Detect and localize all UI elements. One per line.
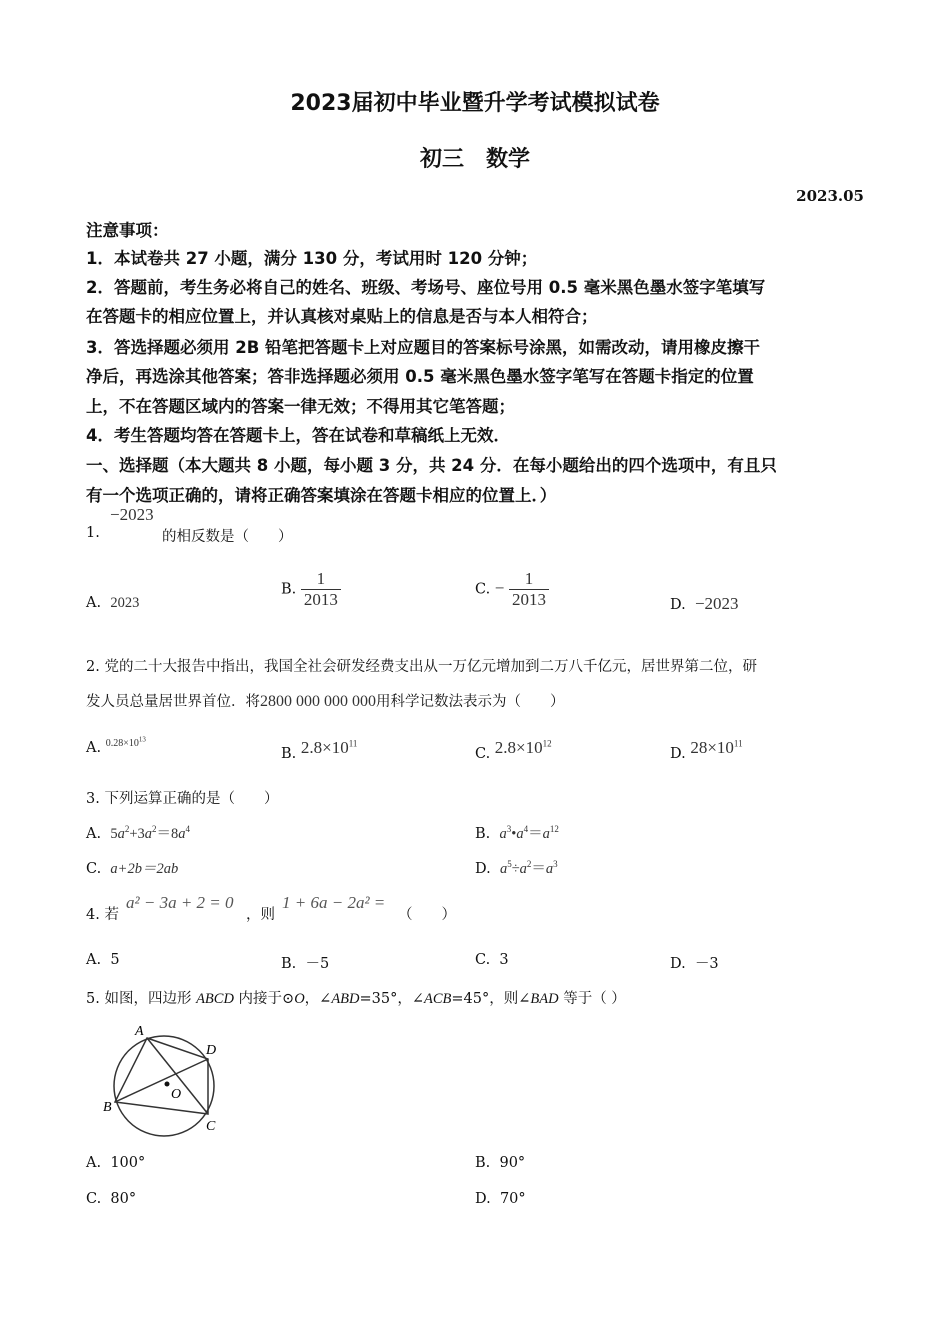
option-label: D.: [670, 746, 686, 762]
fraction: [301, 569, 341, 610]
option-expression: $5a^2+3a^2=8a^4$: [110, 824, 190, 842]
label-b: B: [103, 1100, 112, 1115]
label-c: C: [206, 1119, 216, 1134]
option-value: 3: [499, 952, 509, 968]
q5-text-part: =35°，∠: [359, 991, 425, 1007]
label-d: D: [206, 1043, 217, 1058]
exponent: 11: [733, 738, 743, 749]
q1-option-b: [281, 569, 341, 610]
q2-option-a: [86, 735, 146, 756]
option-label: D.: [670, 956, 686, 972]
center-point: [165, 1082, 170, 1087]
exponent: 11: [348, 738, 358, 749]
section-heading: 一、选择题（本大题共 8 小题，每小题 3 分，共 24 分．在每小题给出的四个选项中，有且只: [86, 456, 777, 475]
option-label: A.: [86, 826, 102, 842]
option-value: 100°: [110, 1155, 146, 1171]
note-line: 1．本试卷共 27 小题，满分 130 分，考试用时 120 分钟；: [86, 249, 538, 268]
option-label: D.: [670, 597, 686, 613]
numerator: 1: [524, 569, 534, 588]
note-line: 在答题卡的相应位置上，并认真核对桌贴上的信息是否与本人相符合；: [86, 307, 598, 326]
option-label: D.: [475, 861, 491, 877]
option-label: A.: [86, 595, 102, 611]
q5-var: BAD: [530, 991, 559, 1007]
q2-text-part: 发人员总量居世界首位．将: [86, 694, 260, 710]
option-label: C.: [86, 1191, 102, 1207]
option-value: 90°: [499, 1155, 526, 1171]
note-line: 上，不在答题区域内的答案一律无效；不得用其它笔答题；: [86, 397, 515, 416]
option-value: [495, 738, 552, 757]
note-line: 净后，再选涂其他答案；答非选择题必须用 0.5 毫米黑色墨水签字笔写在答题卡指定的位置: [86, 367, 754, 386]
option-label: C.: [475, 952, 491, 968]
q5-text-part: ，∠: [304, 991, 332, 1007]
q5-var: ABD: [331, 991, 360, 1007]
option-label: A.: [86, 1155, 102, 1171]
base: 2.8×10: [300, 738, 349, 757]
section-heading: 有一个选项正确的，请将正确答案填涂在答题卡相应的位置上．）: [86, 486, 557, 505]
minus-sign: −: [494, 578, 505, 598]
q2-text-part: 用科学记数法表示为（ ）: [376, 694, 565, 710]
q2-text-line1: 2. 党的二十大报告中指出，我国全社会研发经费支出从一万亿元增加到二万八千亿元，居世界第二位，研: [86, 659, 757, 675]
q2-option-b: [281, 738, 357, 762]
base: 0.28×10: [105, 738, 139, 749]
numerator: 1: [316, 569, 326, 588]
option-value: 80°: [110, 1191, 137, 1207]
denominator: 2013: [509, 589, 549, 610]
q4-condition: a² − 3a + 2 = 0: [126, 893, 234, 912]
option-label: C.: [475, 581, 491, 598]
q1-text: 的相反数是（ ）: [162, 529, 293, 545]
q2-number: 2800 000 000 000: [260, 693, 376, 710]
q3-option-a: [86, 822, 190, 843]
label-o: O: [171, 1087, 182, 1102]
option-value: [690, 738, 742, 757]
option-label: D.: [475, 1191, 491, 1207]
option-label: B.: [281, 956, 297, 972]
q4-text: ，则: [246, 907, 275, 923]
note-line: 2．答题前，考生务必将自己的姓名、班级、考场号、座位号用 0.5 毫米黑色墨水签字笔填写: [86, 278, 766, 297]
exponent: 12: [542, 738, 552, 749]
q5-text: [86, 987, 626, 1008]
q5-option-c: [86, 1191, 136, 1207]
option-value: 2023: [110, 595, 140, 611]
q5-circle-figure: [95, 1018, 235, 1143]
q5-var: O: [294, 991, 305, 1007]
exponent: 13: [138, 735, 146, 744]
q4-paren: （ ）: [398, 907, 456, 923]
fraction: [509, 569, 549, 610]
q2-text-line2: [86, 690, 565, 711]
q4-option-b: [281, 952, 329, 973]
option-value: －3: [694, 956, 719, 972]
option-expression: $a^5\div a^2=a^3$: [499, 859, 558, 877]
q3-option-d: [475, 857, 558, 878]
q1-number: 1.: [86, 525, 100, 541]
exam-date: 2023.05: [796, 187, 864, 205]
base: 28×10: [690, 738, 734, 757]
q5-option-b: [475, 1155, 525, 1171]
option-value: [105, 735, 146, 749]
q4-expression: 1 + 6a − 2a² =: [282, 893, 386, 912]
option-label: B.: [475, 826, 491, 842]
q3-text: 3. 下列运算正确的是（ ）: [86, 791, 279, 807]
option-value: －5: [305, 956, 330, 972]
base: 2.8×10: [494, 738, 543, 757]
circle-o: [114, 1036, 217, 1136]
option-label: A.: [86, 952, 102, 968]
label-a: A: [135, 1024, 144, 1039]
q4-option-d: [670, 952, 719, 973]
q5-option-d: [475, 1191, 526, 1207]
note-line: 3．答选择题必须用 2B 铅笔把答题卡上对应题目的答案标号涂黑，如需改动，请用橡皮擦干: [86, 338, 761, 357]
q5-text-part: 5. 如图，四边形: [86, 991, 197, 1007]
q4-option-a: [86, 952, 120, 968]
option-value: [301, 738, 358, 757]
q1-option-c: [475, 569, 549, 610]
option-expression: $a^3•a^4=a^{12}$: [499, 824, 559, 842]
q5-var: ACB: [424, 991, 452, 1007]
q3-option-b: [475, 822, 559, 843]
exam-subtitle: 初三 数学: [419, 147, 530, 172]
option-label: C.: [475, 746, 491, 762]
q1-option-a: [86, 595, 139, 612]
option-value: −2023: [694, 594, 739, 613]
q2-option-d: [670, 738, 743, 762]
option-label: B.: [475, 1155, 491, 1171]
q2-option-c: [475, 738, 552, 762]
q4-number: 4. 若: [86, 907, 119, 923]
q5-text-part: 等于（ ）: [558, 991, 626, 1007]
q1-expression: −2023: [110, 505, 154, 524]
notes-heading: 注意事项：: [86, 221, 169, 240]
q1-option-d: [670, 594, 739, 614]
note-line: 4．考生答题均答在答题卡上，答在试卷和草稿纸上无效．: [86, 426, 510, 445]
option-label: B.: [281, 581, 297, 598]
option-label: B.: [281, 746, 297, 762]
option-value: 5: [110, 952, 120, 968]
q4-option-c: [475, 952, 509, 968]
option-value: 70°: [499, 1191, 526, 1207]
q5-var: ABCD: [196, 991, 234, 1007]
option-label: A.: [86, 740, 102, 756]
q5-option-a: [86, 1155, 145, 1171]
denominator: 2013: [301, 589, 341, 610]
exam-title: 2023届初中毕业暨升学考试模拟试卷: [290, 91, 660, 116]
option-label: C.: [86, 861, 102, 877]
q5-text-part: =45°，则∠: [451, 991, 531, 1007]
q5-text-part: 内接于⊙: [233, 991, 295, 1007]
q3-option-c: [86, 857, 178, 878]
option-expression: a+2b＝2ab: [110, 861, 179, 877]
